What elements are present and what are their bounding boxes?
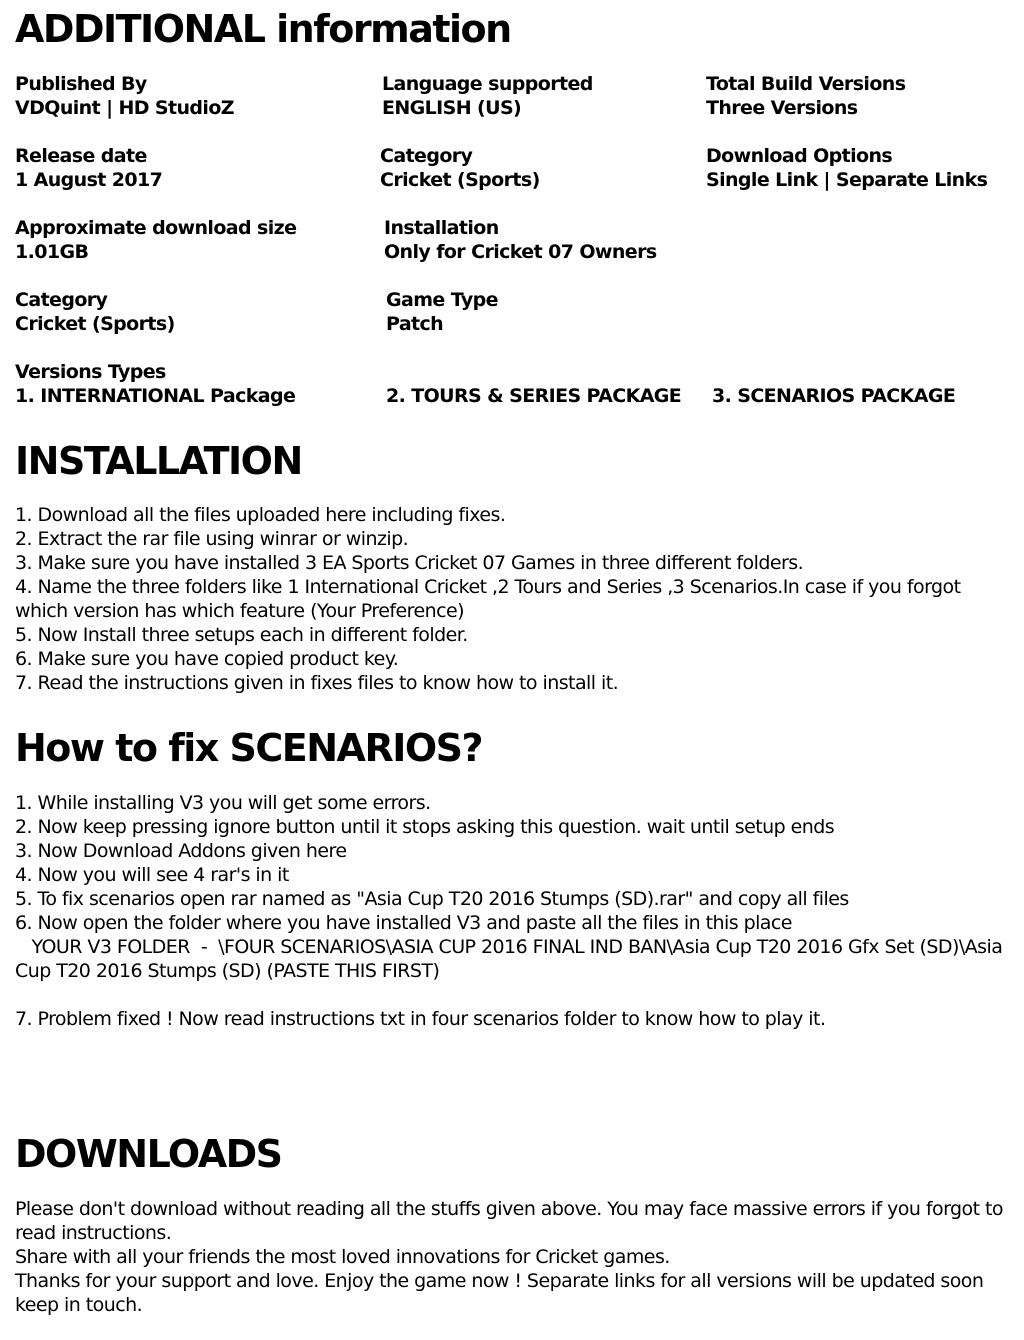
info-published-by — [15, 72, 234, 120]
info-label: Approximate download size — [15, 217, 297, 239]
list-item: 7. Problem fixed ! Now read instructions txt in four scenarios folder to know how to play it. — [15, 1008, 826, 1030]
info-download-size — [15, 216, 296, 264]
list-item: 4. Now you will see 4 rar's in it — [15, 864, 289, 886]
list-item: 1. Download all the files uploaded here including fixes. — [15, 504, 506, 526]
fix-scenarios-heading: How to fix SCENARIOS? — [15, 726, 483, 770]
info-build-versions — [706, 72, 905, 120]
info-label: Release date — [15, 145, 147, 167]
info-label: Total Build Versions — [706, 73, 906, 95]
list-item: 4. Name the three folders like 1 International Cricket ,2 Tours and Series ,3 Scenarios.In case if you forgot which version has which feature (Your Preference) — [15, 576, 961, 622]
downloads-paragraph: Share with all your friends the most loved innovations for Cricket games. — [15, 1246, 670, 1268]
info-value: Cricket (Sports) — [380, 169, 540, 191]
version-item: 2. TOURS & SERIES PACKAGE — [386, 385, 682, 407]
info-category — [380, 144, 540, 192]
downloads-paragraph: Thanks for your support and love. Enjoy the game now ! Separate links for all versions will be updated soon keep in touch. — [15, 1270, 984, 1316]
list-item: 7. Read the instructions given in fixes files to know how to install it. — [15, 672, 619, 694]
list-item: 1. While installing V3 you will get some errors. — [15, 792, 431, 814]
info-game-type — [386, 288, 498, 336]
info-value: Patch — [386, 313, 444, 335]
list-item: 2. Now keep pressing ignore button until it stops asking this question. wait until setup ends — [15, 816, 835, 838]
additional-info-heading: ADDITIONAL information — [15, 7, 511, 51]
list-item: 3. Make sure you have installed 3 EA Sports Cricket 07 Games in three different folders. — [15, 552, 804, 574]
info-label: Category — [15, 289, 108, 311]
fix-steps — [15, 791, 1015, 1031]
version-item: 1. INTERNATIONAL Package — [15, 385, 296, 407]
downloads-text — [15, 1197, 1015, 1317]
list-item: 5. To fix scenarios open rar named as "Asia Cup T20 2016 Stumps (SD).rar" and copy all files — [15, 888, 849, 910]
list-item: 3. Now Download Addons given here — [15, 840, 347, 862]
list-item: 2. Extract the rar file using winrar or winzip. — [15, 528, 409, 550]
info-installation — [384, 216, 657, 264]
info-label: Published By — [15, 73, 147, 95]
list-item: 6. Make sure you have copied product key. — [15, 648, 399, 670]
info-language — [382, 72, 593, 120]
info-label: Download Options — [706, 145, 893, 167]
info-value: Cricket (Sports) — [15, 313, 175, 335]
info-value: Only for Cricket 07 Owners — [384, 241, 657, 263]
info-value: VDQuint | HD StudioZ — [15, 97, 234, 119]
installation-heading: INSTALLATION — [15, 439, 302, 483]
info-label: Category — [380, 145, 473, 167]
list-item: 5. Now Install three setups each in different folder. — [15, 624, 468, 646]
info-value: 1 August 2017 — [15, 169, 163, 191]
info-versions — [15, 360, 295, 408]
list-item: 6. Now open the folder where you have installed V3 and paste all the files in this place — [15, 912, 792, 934]
info-value: ENGLISH (US) — [382, 97, 522, 119]
info-label: Language supported — [382, 73, 593, 95]
folder-path: YOUR V3 FOLDER - \FOUR SCENARIOS\ASIA CUP 2016 FINAL IND BAN\Asia Cup T20 2016 Gfx Set (SD)\Asia Cup T20 2016 Stumps (SD) (PASTE THIS FIRST) — [15, 936, 1008, 982]
info-release-date — [15, 144, 162, 192]
info-label: Installation — [384, 217, 499, 239]
info-download-options — [706, 144, 987, 192]
version-item: 3. SCENARIOS PACKAGE — [712, 385, 956, 407]
info-label: Versions Types — [15, 361, 166, 383]
installation-steps — [15, 503, 1015, 695]
info-value: Single Link | Separate Links — [706, 169, 988, 191]
info-category-2 — [15, 288, 175, 336]
downloads-paragraph: Please don't download without reading all the stuffs given above. You may face massive errors if you forgot to read instructions. — [15, 1198, 1003, 1244]
info-value: 1.01GB — [15, 241, 89, 263]
info-label: Game Type — [386, 289, 498, 311]
info-value: Three Versions — [706, 97, 858, 119]
downloads-heading: DOWNLOADS — [15, 1132, 282, 1176]
